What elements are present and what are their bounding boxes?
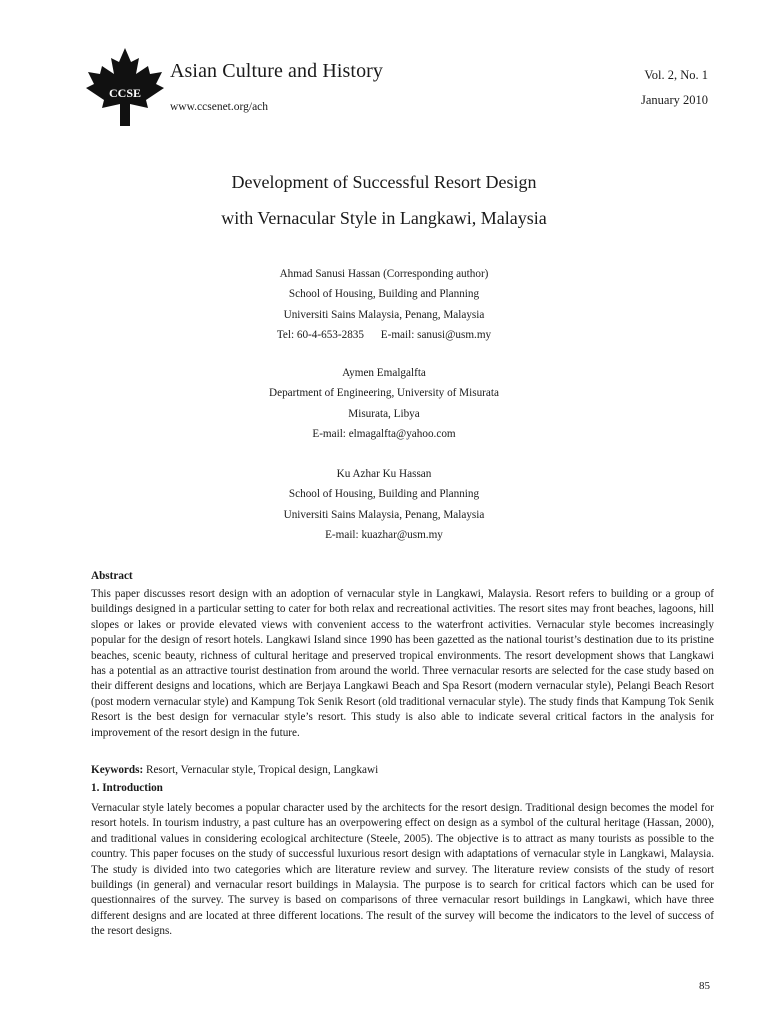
author-affiliation: School of Housing, Building and Planning <box>288 488 480 501</box>
author-name: Aymen Emalgalfta <box>342 367 426 379</box>
author-contact: E-mail: elmagalfta@yahoo.com <box>312 427 456 440</box>
journal-title: Asian Culture and History <box>170 60 384 82</box>
volume-issue: Vol. 2, No. 1 <box>644 68 708 82</box>
abstract-heading: Abstract <box>91 570 133 582</box>
author-affiliation: School of Housing, Building and Planning <box>288 288 480 301</box>
author-block-3 <box>0 464 768 545</box>
introduction-text: Vernacular style lately becomes a popular character used by the architects for the resort design. Traditional design becomes the model for resort hotels. In tourism industry, a past culture has an overpowering effect on design as a symbol of the cultural heritage (Hassan, 2000), and traditional values in considering ecological architecture (Steele, 2005). The objective is to attract as many tourists as possible to the country. This paper focuses on the study of successful luxurious resort design with adaptations of vernacular style in Langkawi, Malaysia. The study is divided into two categories which are literature review and survey. The literature review consists of the study of resort buildings (in general) and vernacular resort buildings in Malaysia. The purpose is to search for critical factors which can be used for questionnaires of the survey. The survey is based on comparisons of three vernacular resort buildings in Langkawi, which have three different designs and are located at three different locations. The result of the survey will become the indicators to the level of success of the resort designs. <box>91 802 714 938</box>
author-block-2 <box>0 363 768 444</box>
abstract-text: This paper discusses resort design with an adoption of vernacular style in Langkawi, Malaysia. Resort refers to building or a group of buildings designed in a particular setting to cater for both relax and recreational activities. The resort sites may front beaches, lagoons, hill slopes or lakes or provide elevated views with convenient access to the waterfront activities. Vernacular style becomes increasingly popular for the design of resort hotels. Langkawi Island since 1990 has been gazetted as the national tourist’s destination due to its pristine beaches, scenic beauty, richness of cultural heritage and preserved tropical environments. The resort development shows that Langkawi has a potential as an attractive tourist destination from around the world. Three vernacular resorts are selected for the case study based on their different designs and locations, which are Berjaya Langkawi Beach and Spa Resort (modern vernacular style), Pelangi Beach Resort (post modern vernacular style) and Kampung Tok Senik Resort (old traditional vernacular style). The study finds that Kampung Tok Senik Resort is the best design for vernacular style’s resort. This study is also able to indicate several critical factors in the analysis for improvement of the resort design in the future. <box>91 588 714 739</box>
introduction-heading: 1. Introduction <box>91 782 163 794</box>
author-name: Ku Azhar Ku Hassan <box>336 468 432 480</box>
author-contact: E-mail: kuazhar@usm.my <box>325 528 443 541</box>
ccse-maple-leaf-logo <box>84 46 166 130</box>
author-affiliation: Universiti Sains Malaysia, Penang, Malaysia <box>283 508 485 521</box>
author-block-1 <box>0 264 768 345</box>
page-number: 85 <box>699 980 710 992</box>
keywords-line <box>91 764 378 776</box>
author-name: Ahmad Sanusi Hassan (Corresponding author) <box>279 268 489 280</box>
keywords-text: Resort, Vernacular style, Tropical design, Langkawi <box>143 764 379 776</box>
author-affiliation: Misurata, Libya <box>348 407 420 420</box>
logo-text: CCSE <box>108 86 142 100</box>
author-contact: Tel: 60-4-653-2835 E-mail: sanusi@usm.my <box>276 328 492 341</box>
journal-url: www.ccsenet.org/ach <box>170 101 269 113</box>
paper-title-line-1: Development of Successful Resort Design <box>231 172 537 192</box>
issue-date: January 2010 <box>641 93 708 107</box>
author-affiliation: Department of Engineering, University of Misurata <box>269 387 499 400</box>
keywords-label: Keywords: <box>91 764 144 776</box>
paper-title-line-2: with Vernacular Style in Langkawi, Malaysia <box>221 208 547 228</box>
author-affiliation: Universiti Sains Malaysia, Penang, Malaysia <box>283 308 485 321</box>
